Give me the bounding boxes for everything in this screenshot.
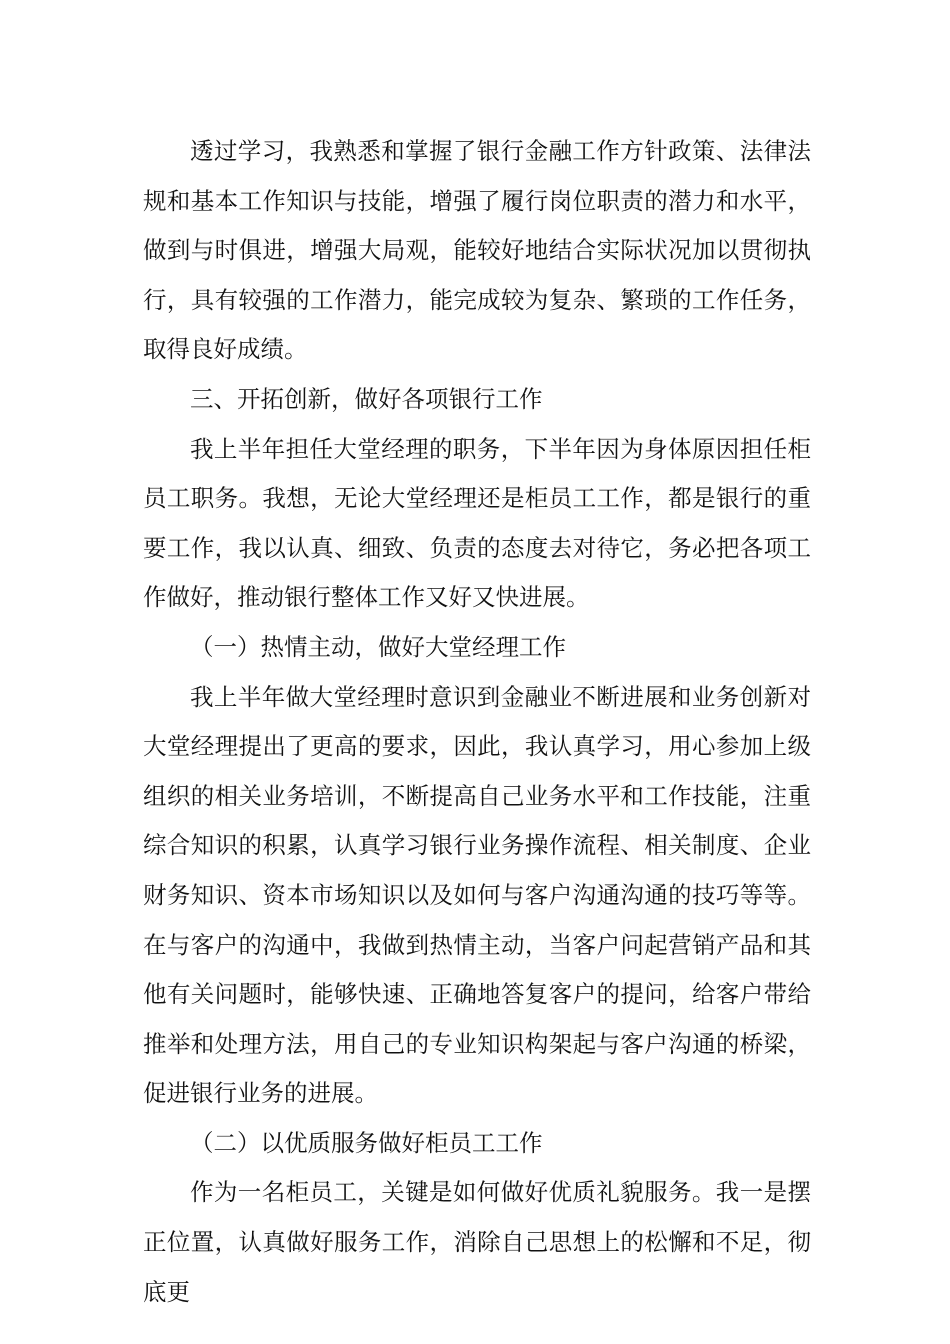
paragraph-teller-work: 作为一名柜员工，关键是如何做好优质礼貌服务。我一是摆正位置，认真做好服务工作，消除自己思想上的松懈和不足，彻底更 — [143, 1178, 811, 1306]
subsection-heading-lobby-manager: （一）热情主动，做好大堂经理工作 — [190, 632, 566, 661]
document-page — [143, 127, 811, 1317]
paragraph-lobby-manager-work: 我上半年做大堂经理时意识到金融业不断进展和业务创新对大堂经理提出了更高的要求，因此，我认真学习，用心参加上级组织的相关业务培训，不断提高自己业务水平和工作技能，注重综合知识的积累，认真学习银行业务操作流程、相关制度、企业财务知识、资本市场知识以及如何与客户沟通沟通的技巧等等。在与客户的沟通中，我做到热情主动，当客户问起营销产品和其他有关问题时，能够快速、正确地答复客户的提问，给客户带给推举和处理方法，用自己的专业知识构架起与客户沟通的桥梁，促进银行业务的进展。 — [143, 682, 811, 1108]
paragraph-study-results: 透过学习，我熟悉和掌握了银行金融工作方针政策、法律法规和基本工作知识与技能，增强了履行岗位职责的潜力和水平，做到与时俱进，增强大局观，能较好地结合实际状况加以贯彻执行，具有较强的工作潜力，能完成较为复杂、繁琐的工作任务，取得良好成绩。 — [143, 137, 811, 364]
paragraph-role-overview: 我上半年担任大堂经理的职务，下半年因为身体原因担任柜员工职务。我想，无论大堂经理还是柜员工工作，都是银行的重要工作，我以认真、细致、负责的态度去对待它，务必把各项工作做好，推动银行整体工作又好又快进展。 — [143, 434, 811, 612]
section-heading-innovation: 三、开拓创新，做好各项银行工作 — [190, 384, 543, 413]
subsection-heading-teller: （二）以优质服务做好柜员工工作 — [190, 1128, 543, 1157]
